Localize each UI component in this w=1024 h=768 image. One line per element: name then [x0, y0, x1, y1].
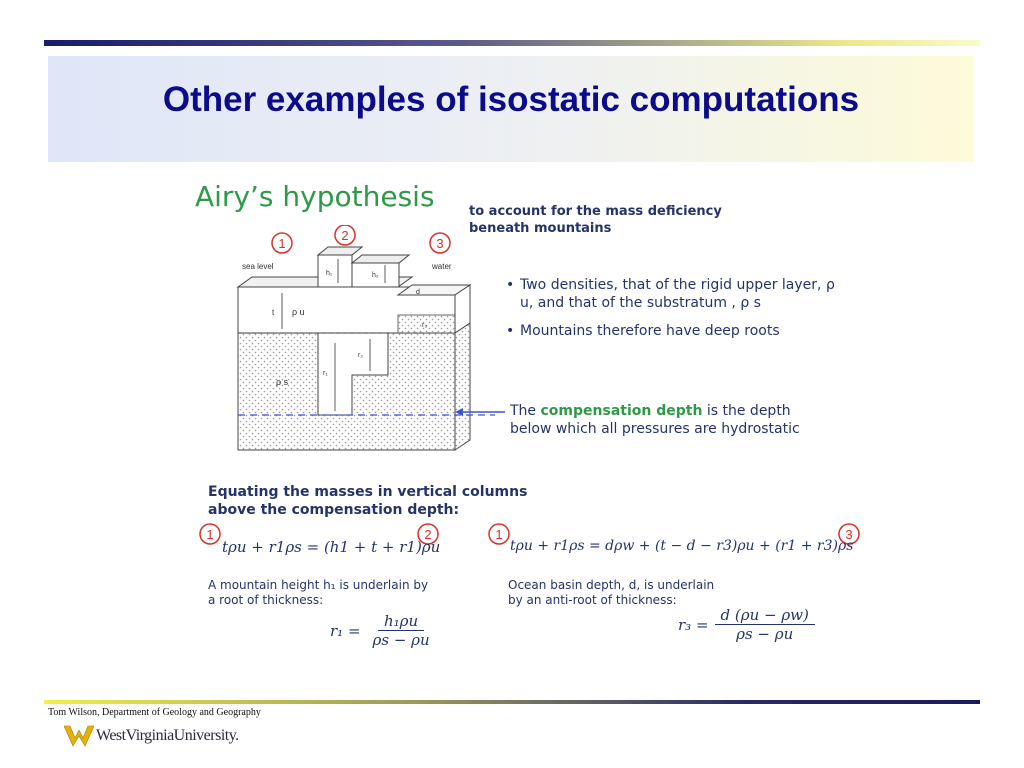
footer-credit: Tom Wilson, Department of Geology and Geography [48, 707, 261, 718]
note-ocean [508, 578, 714, 608]
note-ocean-line-1: Ocean basin depth, d, is underlain [508, 578, 715, 592]
circle-2-label: 2 [341, 228, 349, 243]
label-water: water [432, 262, 452, 271]
slide-title: Other examples of isostatic computations [162, 80, 860, 119]
university-wordmark: WestVirginiaUniversity. [96, 727, 239, 744]
label-r3: r₃ [422, 322, 428, 329]
formula-r1-denominator: ρs − ρu [372, 631, 430, 649]
eq-circle-1-label: 1 [206, 527, 214, 542]
bullet-dot-icon: • [506, 277, 515, 293]
airy-block-diagram [230, 225, 500, 460]
formula-r3-lhs: r₃ = [678, 615, 709, 634]
formula-r3 [678, 606, 815, 643]
note-ocean-line-2: by an anti-root of thickness: [508, 593, 677, 607]
circle-3-label: 3 [436, 236, 444, 251]
label-d: d [416, 289, 420, 296]
bullet-item [506, 276, 836, 312]
circle-1-label: 1 [278, 236, 286, 251]
compensation-highlight: compensation depth [540, 403, 703, 419]
equating-line-1: Equating the masses in vertical columns [208, 484, 528, 500]
label-rho-s: ρ s [276, 377, 289, 387]
formula-r3-numerator: d (ρu − ρw) [715, 606, 815, 625]
label-t: t [272, 308, 275, 317]
formula-r1-lhs: r₁ = [330, 621, 361, 640]
eq-circle-3-label: 3 [845, 527, 853, 542]
compensation-pre: The [510, 403, 541, 419]
substratum-side [455, 323, 470, 450]
note-mountain [208, 578, 428, 608]
formula-r1 [330, 612, 436, 649]
label-sea-level: sea level [242, 262, 274, 271]
label-r1: r₁ [323, 370, 328, 377]
bullet-dot-icon: • [506, 323, 515, 339]
compensation-text [510, 402, 830, 438]
bullet-text-1: Two densities, that of the rigid upper layer, ρ u, and that of the substratum , ρ s [520, 277, 835, 311]
equating-line-2: above the compensation depth: [208, 502, 460, 518]
compensation-post: is the depth below which all pressures are hydrostatic [510, 403, 800, 437]
equating-heading [208, 483, 527, 519]
label-h1: h₁ [326, 270, 333, 277]
note-mountain-line-2: a root of thickness: [208, 593, 324, 607]
label-h2: h₂ [372, 272, 379, 279]
bullet-item [506, 322, 836, 340]
mountain-2-top [352, 255, 409, 263]
mountain-1 [318, 255, 352, 287]
equation-ocean: tρu + r1ρs = dρw + (t − d − r3)ρu + (r1 + r3)ρs [510, 538, 854, 554]
top-rule [44, 40, 980, 46]
bullet-list [506, 276, 836, 340]
note-mountain-line-1: A mountain height h₁ is underlain by [208, 578, 429, 592]
label-rho-u: ρ u [292, 307, 305, 317]
eq-circle-2-label: 2 [424, 527, 432, 542]
eq-circle-1b-label: 1 [495, 527, 503, 542]
figure-heading: Airy’s hypothesis [195, 180, 435, 213]
caption-line-2: beneath mountains [469, 221, 612, 236]
bottom-rule [44, 700, 980, 704]
caption-line-1: to account for the mass deficiency [469, 204, 722, 219]
figure-caption [469, 203, 722, 237]
wvu-logo-icon [64, 724, 94, 748]
formula-r3-fraction [715, 606, 815, 643]
formula-r3-denominator: ρs − ρu [736, 625, 794, 643]
bullet-text-2: Mountains therefore have deep roots [520, 323, 780, 339]
mountain-1-top [318, 247, 362, 255]
pointer-arrow-icon [455, 406, 507, 418]
formula-r1-fraction [367, 612, 436, 649]
equation-mountain: tρu + r1ρs = (h1 + t + r1)ρu [222, 538, 441, 556]
formula-r1-numerator: h₁ρu [378, 612, 424, 631]
label-r2: r₂ [358, 352, 364, 359]
